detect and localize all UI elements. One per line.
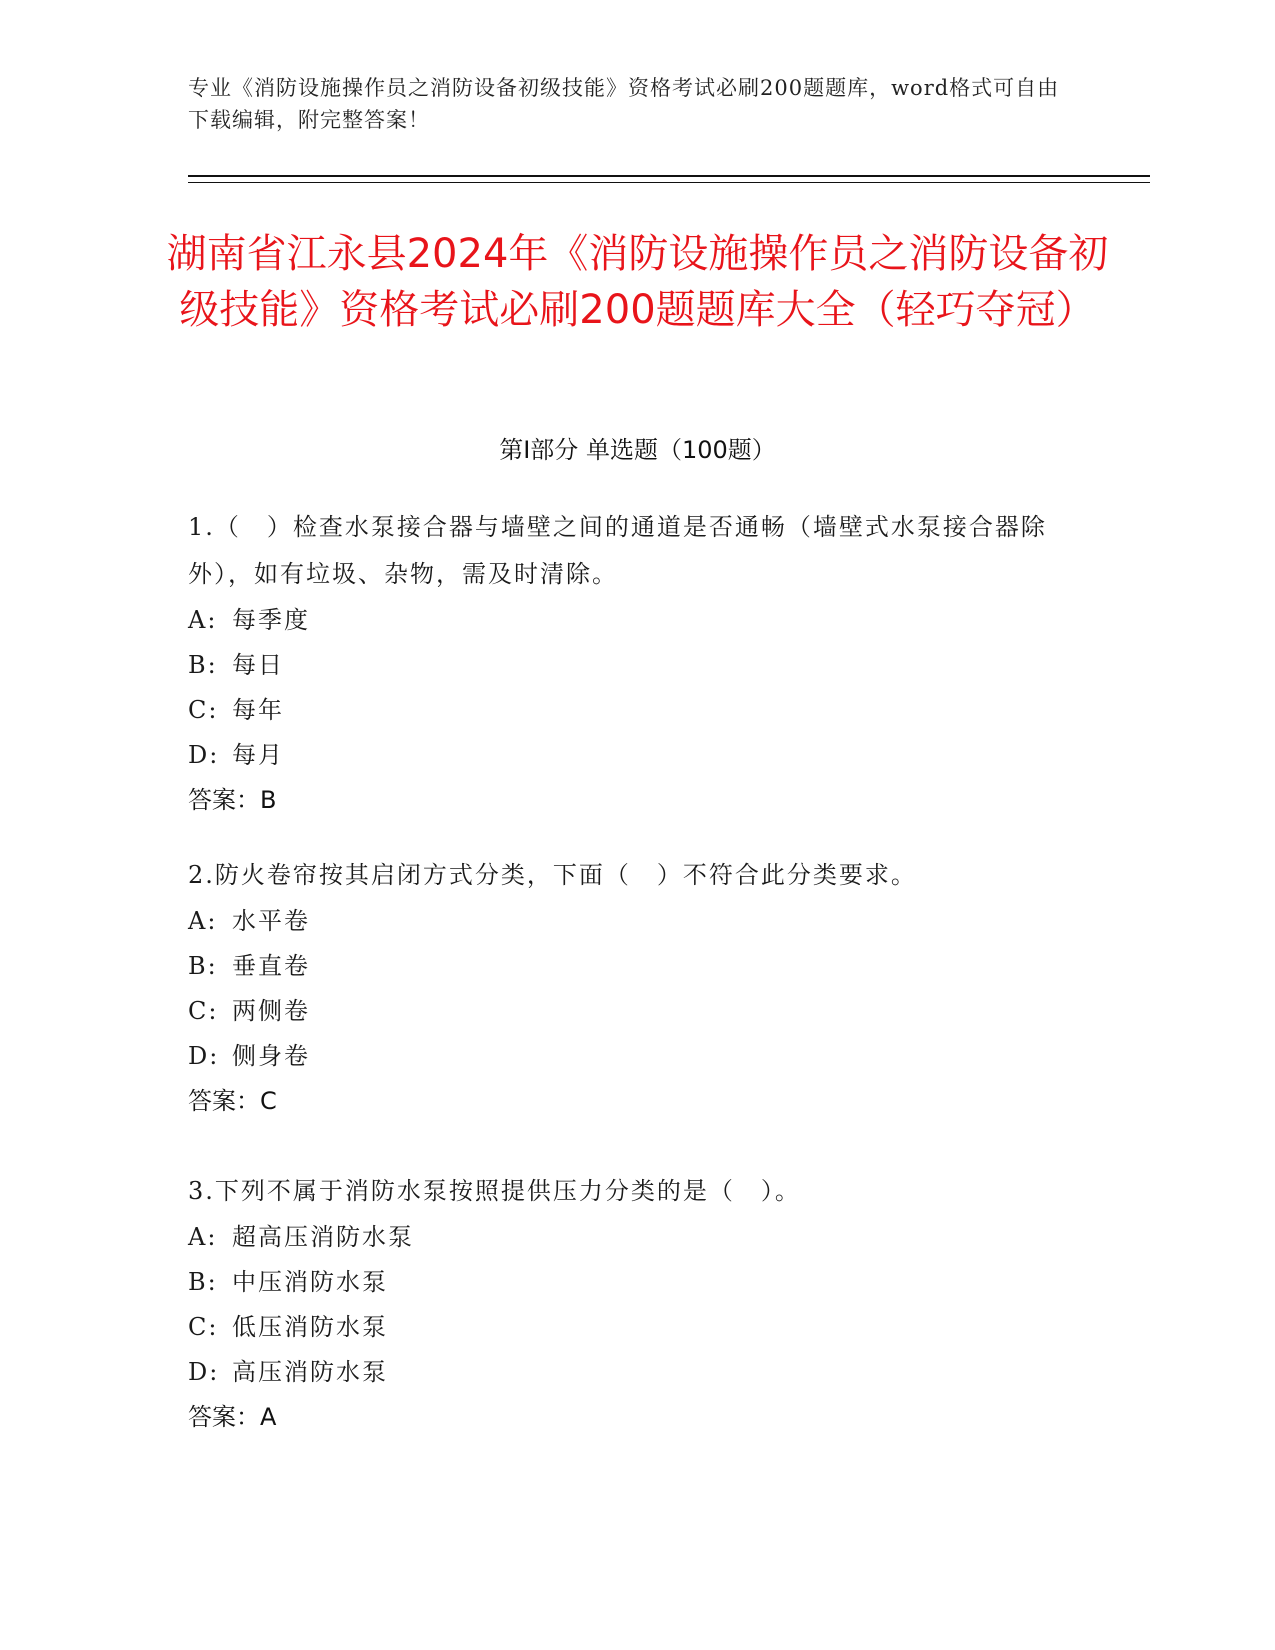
question-stem: 2.防火卷帘按其启闭方式分类，下面（ ）不符合此分类要求。 [188, 861, 917, 889]
question-stem: 1.（ ）检查水泵接合器与墙壁之间的通道是否通畅（墙壁式水泵接合器除外），如有垃圾、杂物，需及时清除。 [188, 513, 1047, 588]
option-key: B: [188, 1268, 218, 1296]
option-text: 低压消防水泵 [232, 1313, 388, 1341]
option-key: A: [188, 606, 218, 634]
section-title: 第I部分 单选题（100题） [499, 436, 776, 464]
option-b [188, 643, 1068, 688]
option-text: 中压消防水泵 [232, 1268, 388, 1296]
option-a [188, 899, 1068, 944]
option-key: A: [188, 907, 218, 935]
option-a [188, 1215, 1068, 1260]
answer: 答案：A [188, 1403, 277, 1431]
question-2 [188, 852, 1068, 1124]
option-c [188, 688, 1068, 733]
option-key: D: [188, 1358, 220, 1386]
header-note: 专业《消防设施操作员之消防设备初级技能》资格考试必刷200题题库，word格式可自由下载编辑，附完整答案！ [188, 76, 1060, 132]
document-title: 湖南省江永县2024年《消防设施操作员之消防设备初级技能》资格考试必刷200题题库大全（轻巧夺冠） [166, 231, 1109, 333]
question-3 [188, 1168, 1068, 1440]
option-d [188, 1034, 1068, 1079]
option-text: 每季度 [232, 606, 310, 634]
option-text: 垂直卷 [232, 952, 310, 980]
option-a [188, 598, 1068, 643]
option-key: C: [188, 997, 219, 1025]
option-text: 侧身卷 [232, 1042, 310, 1070]
option-key: D: [188, 741, 220, 769]
option-text: 每日 [232, 651, 284, 679]
option-text: 每月 [232, 741, 284, 769]
option-text: 水平卷 [232, 907, 310, 935]
option-key: B: [188, 952, 218, 980]
option-key: C: [188, 696, 219, 724]
option-c [188, 1305, 1068, 1350]
option-b [188, 1260, 1068, 1305]
option-text: 高压消防水泵 [232, 1358, 388, 1386]
header-rule-thin [188, 182, 1150, 183]
option-d [188, 1350, 1068, 1395]
option-key: B: [188, 651, 218, 679]
question-1 [188, 504, 1068, 823]
header-rule-thick [188, 175, 1150, 177]
option-key: C: [188, 1313, 219, 1341]
option-text: 超高压消防水泵 [232, 1223, 414, 1251]
answer: 答案：C [188, 1087, 277, 1115]
option-key: D: [188, 1042, 220, 1070]
option-d [188, 733, 1068, 778]
option-key: A: [188, 1223, 218, 1251]
answer: 答案：B [188, 786, 277, 814]
option-b [188, 944, 1068, 989]
option-c [188, 989, 1068, 1034]
question-stem: 3.下列不属于消防水泵按照提供压力分类的是（ ）。 [188, 1177, 801, 1205]
option-text: 两侧卷 [232, 997, 310, 1025]
option-text: 每年 [232, 696, 284, 724]
